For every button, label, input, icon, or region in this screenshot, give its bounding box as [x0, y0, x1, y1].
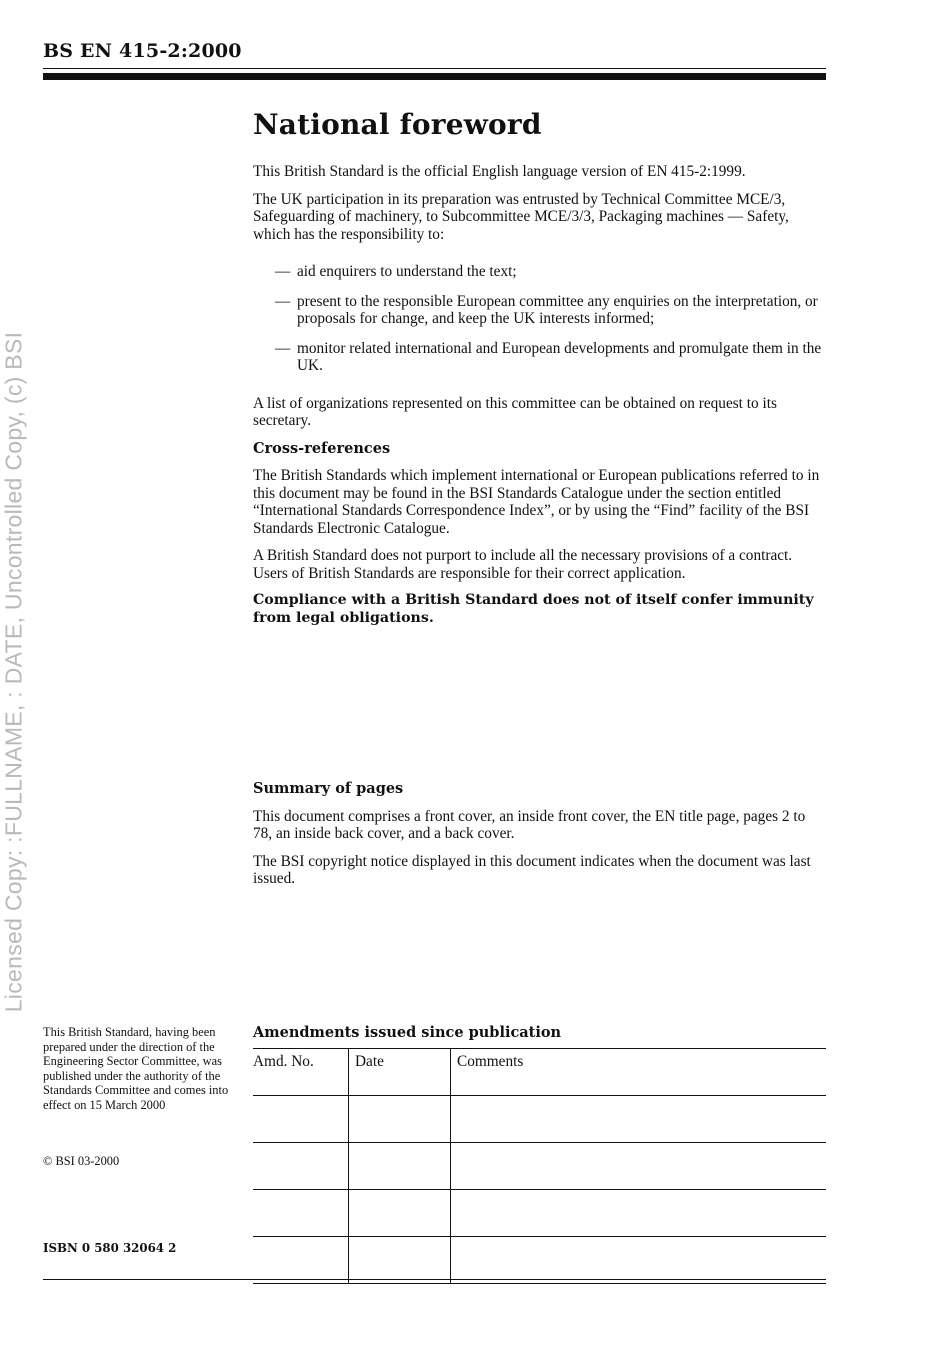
- table-cell: [451, 1190, 827, 1237]
- cross-references-paragraph: The British Standards which implement international or European publications referred to in this document may be found in the BSI Standards Catalogue under the section entitled “International Standards Correspondence Index”, or by using the “Find” facility of the BSI Standards Electronic Catalogue.: [253, 467, 820, 537]
- table-row: [253, 1190, 826, 1237]
- table-cell: [349, 1190, 451, 1237]
- summary-pages-paragraph: This document comprises a front cover, an inside front cover, the EN title page, pages 2 to 78, an inside back cover, and a back cover.: [253, 807, 806, 842]
- contract-paragraph: A British Standard does not purport to include all the necessary provisions of a contract. Users of British Standards are responsible for their correct application.: [253, 547, 793, 582]
- list-item-text: monitor related international and European developments and promulgate them in the UK.: [297, 339, 822, 374]
- committee-list-paragraph: A list of organizations represented on this committee can be obtained on request to its secretary.: [253, 394, 777, 429]
- column-header-amd-no: Amd. No.: [253, 1049, 349, 1096]
- column-header-comments: Comments: [451, 1049, 827, 1096]
- table-header-row: [253, 1049, 826, 1096]
- isbn-line: ISBN 0 580 32064 2: [43, 1241, 177, 1255]
- table-row: [253, 1143, 826, 1190]
- footer-rule: [43, 1279, 826, 1280]
- dash-bullet: —: [275, 339, 291, 357]
- intro-paragraph-1: This British Standard is the official English language version of EN 415-2:1999.: [253, 163, 746, 180]
- summary-section: [253, 780, 827, 898]
- header-rule-thick: [43, 73, 826, 80]
- amendments-title: Amendments issued since publication: [253, 1024, 562, 1041]
- page-title: National foreword: [253, 108, 542, 141]
- table-cell: [349, 1237, 451, 1284]
- compliance-statement: Compliance with a British Standard does not of itself confer immunity from legal obligations.: [253, 592, 814, 626]
- table-cell: [349, 1096, 451, 1143]
- dash-bullet: —: [275, 292, 291, 310]
- table-cell: [451, 1143, 827, 1190]
- table-cell: [349, 1143, 451, 1190]
- publication-note: This British Standard, having been prepared under the direction of the Engineering Sector Committee, was published under the authority of the Standards Committee and comes into effect on 15 March 2000: [43, 1025, 229, 1112]
- list-item: [275, 293, 827, 328]
- cross-references-heading: Cross-references: [253, 439, 391, 457]
- intro-paragraph-2: The UK participation in its preparation was entrusted by Technical Committee MCE/3, Safeguarding of machinery, to Subcommittee MCE/3/3, Packaging machines — Safety, which has the responsibility to:: [253, 190, 789, 243]
- header-rule-thin: [43, 68, 826, 69]
- table-cell: [253, 1096, 349, 1143]
- list-item: [275, 340, 827, 375]
- watermark-text: Licensed Copy: :FULLNAME, : DATE, Uncontrolled Copy, (c) BSI: [0, 331, 27, 1013]
- responsibility-list: [275, 263, 827, 375]
- list-item-text: aid enquirers to understand the text;: [297, 263, 517, 280]
- dash-bullet: —: [275, 263, 291, 280]
- table-cell: [253, 1237, 349, 1284]
- list-item-text: present to the responsible European committee any enquiries on the interpretation, or proposals for change, and keep the UK interests informed;: [297, 292, 818, 327]
- copyright-line: © BSI 03-2000: [43, 1154, 120, 1168]
- table-row: [253, 1096, 826, 1143]
- list-item: [275, 263, 827, 281]
- amendments-table: [253, 1048, 826, 1284]
- foreword-section: [253, 108, 827, 627]
- copyright-notice-paragraph: The BSI copyright notice displayed in this document indicates when the document was last issued.: [253, 852, 811, 887]
- table-cell: [451, 1096, 827, 1143]
- table-cell: [253, 1190, 349, 1237]
- table-cell: [451, 1237, 827, 1284]
- document-id: BS EN 415-2:2000: [43, 40, 242, 62]
- table-row: [253, 1237, 826, 1284]
- column-header-date: Date: [349, 1049, 451, 1096]
- table-cell: [253, 1143, 349, 1190]
- summary-heading: Summary of pages: [253, 780, 404, 797]
